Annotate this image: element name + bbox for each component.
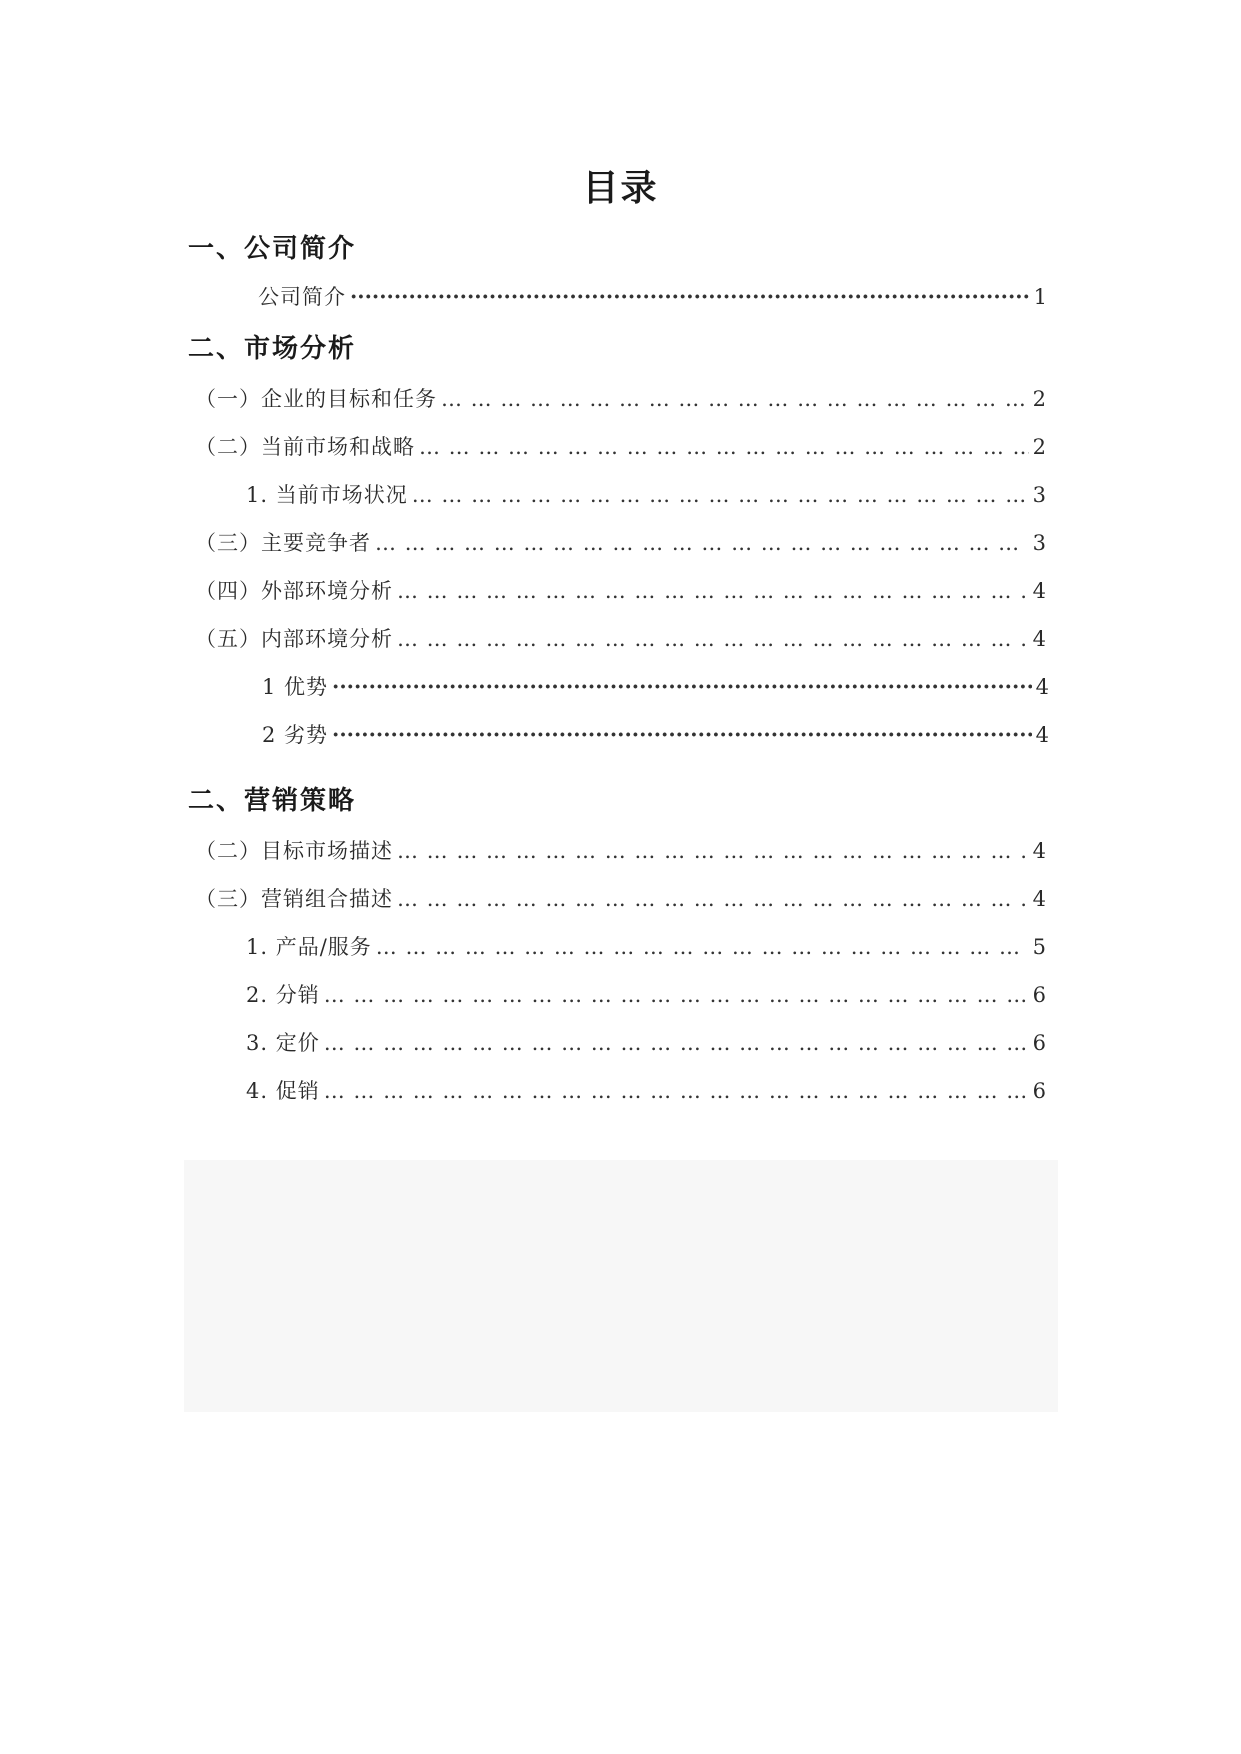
toc-leader-dots (324, 1028, 1029, 1058)
toc-entry-label: （二）目标市场描述 (195, 839, 393, 863)
toc-leader-dots (397, 576, 1029, 606)
toc-entry[interactable] (195, 432, 1047, 462)
toc-entry-page: 2 (1032, 435, 1047, 459)
toc-entry[interactable] (246, 980, 1047, 1010)
toc-entry-label: 1. 当前市场状况 (246, 483, 408, 507)
toc-entry[interactable] (195, 836, 1047, 866)
section-heading-market-analysis: 二、市场分析 (188, 334, 357, 364)
toc-entry-page: 1 (1033, 285, 1048, 309)
toc-entry-page: 3 (1032, 531, 1047, 555)
toc-leader-dots (376, 932, 1029, 962)
toc-entry-label: （三）营销组合描述 (195, 887, 393, 911)
toc-entry[interactable] (246, 1028, 1047, 1058)
toc-entry-label: 公司简介 (258, 285, 346, 309)
toc-leader-dots (397, 624, 1029, 654)
toc-entry-page: 6 (1032, 1079, 1047, 1103)
toc-leader-dots (412, 480, 1029, 510)
toc-entry[interactable] (262, 720, 1050, 750)
toc-entry-label: 1 优势 (262, 675, 329, 699)
toc-entry-label: 1. 产品/服务 (246, 935, 372, 959)
toc-entry-label: （一）企业的目标和任务 (195, 387, 437, 411)
toc-entry-label: （四）外部环境分析 (195, 579, 393, 603)
toc-entry-page: 3 (1032, 483, 1047, 507)
toc-entry-page: 4 (1035, 723, 1050, 747)
page-title: 目录 (582, 168, 659, 209)
toc-entry-label: （二）当前市场和战略 (195, 435, 415, 459)
toc-entry-page: 2 (1032, 387, 1047, 411)
toc-entry-label: （三）主要竞争者 (195, 531, 371, 555)
toc-entry-label: 2. 分销 (246, 983, 320, 1007)
toc-entry-page: 4 (1032, 887, 1047, 911)
toc-entry-page: 6 (1032, 983, 1047, 1007)
section-heading-marketing-strategy: 二、营销策略 (188, 786, 357, 816)
toc-entry[interactable] (195, 576, 1047, 606)
toc-leader-dots (397, 884, 1029, 914)
toc-leader-dots (375, 528, 1029, 558)
toc-leader-dots (324, 1076, 1029, 1106)
toc-entry-page: 4 (1035, 675, 1050, 699)
toc-entry[interactable] (246, 932, 1047, 962)
toc-entry-page: 4 (1032, 579, 1047, 603)
toc-entry-page: 4 (1032, 627, 1047, 651)
blank-content-area (184, 1160, 1058, 1412)
toc-leader-dots (441, 384, 1029, 414)
toc-leader-dots (397, 836, 1029, 866)
toc-entry[interactable] (246, 1076, 1047, 1106)
toc-entry[interactable] (246, 480, 1047, 510)
toc-entry[interactable] (195, 884, 1047, 914)
toc-entry-label: 2 劣势 (262, 723, 329, 747)
toc-entry[interactable] (195, 528, 1047, 558)
toc-entry-label: 4. 促销 (246, 1079, 320, 1103)
toc-entry[interactable] (195, 624, 1047, 654)
toc-entry[interactable] (262, 672, 1050, 702)
toc-entry-label: 3. 定价 (246, 1031, 320, 1055)
toc-entry[interactable] (258, 282, 1048, 312)
toc-entry-page: 4 (1032, 839, 1047, 863)
toc-entry-label: （五）内部环境分析 (195, 627, 393, 651)
toc-entry[interactable] (195, 384, 1047, 414)
section-heading-company-intro: 一、公司简介 (188, 234, 357, 264)
toc-leader-dots (324, 980, 1029, 1010)
toc-leader-dots (332, 672, 1032, 702)
toc-entry-page: 6 (1032, 1031, 1047, 1055)
toc-leader-dots (419, 432, 1029, 462)
toc-leader-dots (332, 720, 1032, 750)
toc-entry-page: 5 (1032, 935, 1047, 959)
toc-leader-dots (350, 282, 1030, 312)
